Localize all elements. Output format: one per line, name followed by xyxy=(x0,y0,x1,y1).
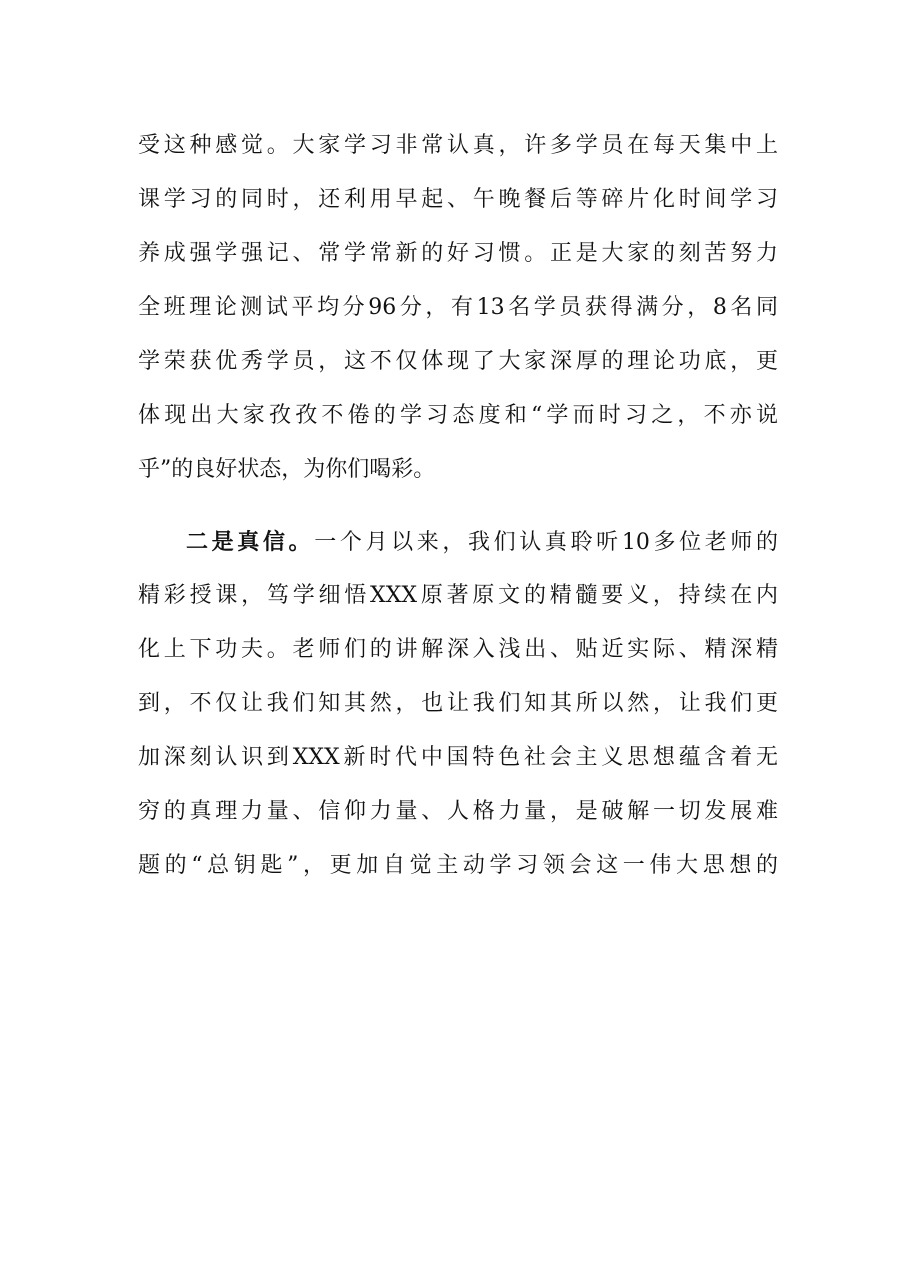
paragraph-2 xyxy=(138,515,778,893)
text-line: 体现出大家孜孜不倦的学习态度和“学而时习之，不亦说 xyxy=(138,403,778,428)
text-line: 化上下功夫。老师们的讲解深入浅出、贴近实际、精深精 xyxy=(138,637,778,662)
text-line: 穷的真理力量、信仰力量、人格力量，是破解一切发展难 xyxy=(138,799,778,824)
document-body xyxy=(138,119,778,893)
text-line: 全班理论测试平均分96分，有13名学员获得满分，8名同 xyxy=(138,295,778,320)
paragraph-spacer xyxy=(138,497,778,515)
text-line: 到，不仅让我们知其然，也让我们知其所以然，让我们更 xyxy=(138,691,778,716)
text-span: 一个月以来，我们认真聆听10多位老师的 xyxy=(314,530,778,555)
text-line: 乎”的良好状态，为你们喝彩。 xyxy=(138,457,436,482)
text-line: 受这种感觉。大家学习非常认真，许多学员在每天集中上 xyxy=(138,133,778,158)
text-line: 精彩授课，笃学细悟XXX原著原文的精髓要义，持续在内 xyxy=(138,583,778,608)
paragraph-1 xyxy=(138,119,778,497)
text-line: 养成强学强记、常学常新的好习惯。正是大家的刻苦努力 xyxy=(138,241,778,266)
text-line: 课学习的同时，还利用早起、午晚餐后等碎片化时间学习 xyxy=(138,187,778,212)
paragraph-heading: 二是真信。 xyxy=(186,529,315,555)
text-line: 题的“总钥匙”，更加自觉主动学习领会这一伟大思想的 xyxy=(138,853,778,878)
text-line: 加深刻认识到XXX新时代中国特色社会主义思想蕴含着无 xyxy=(138,745,778,770)
paragraph-first-line xyxy=(138,515,778,569)
text-line: 学荣获优秀学员，这不仅体现了大家深厚的理论功底，更 xyxy=(138,349,778,374)
